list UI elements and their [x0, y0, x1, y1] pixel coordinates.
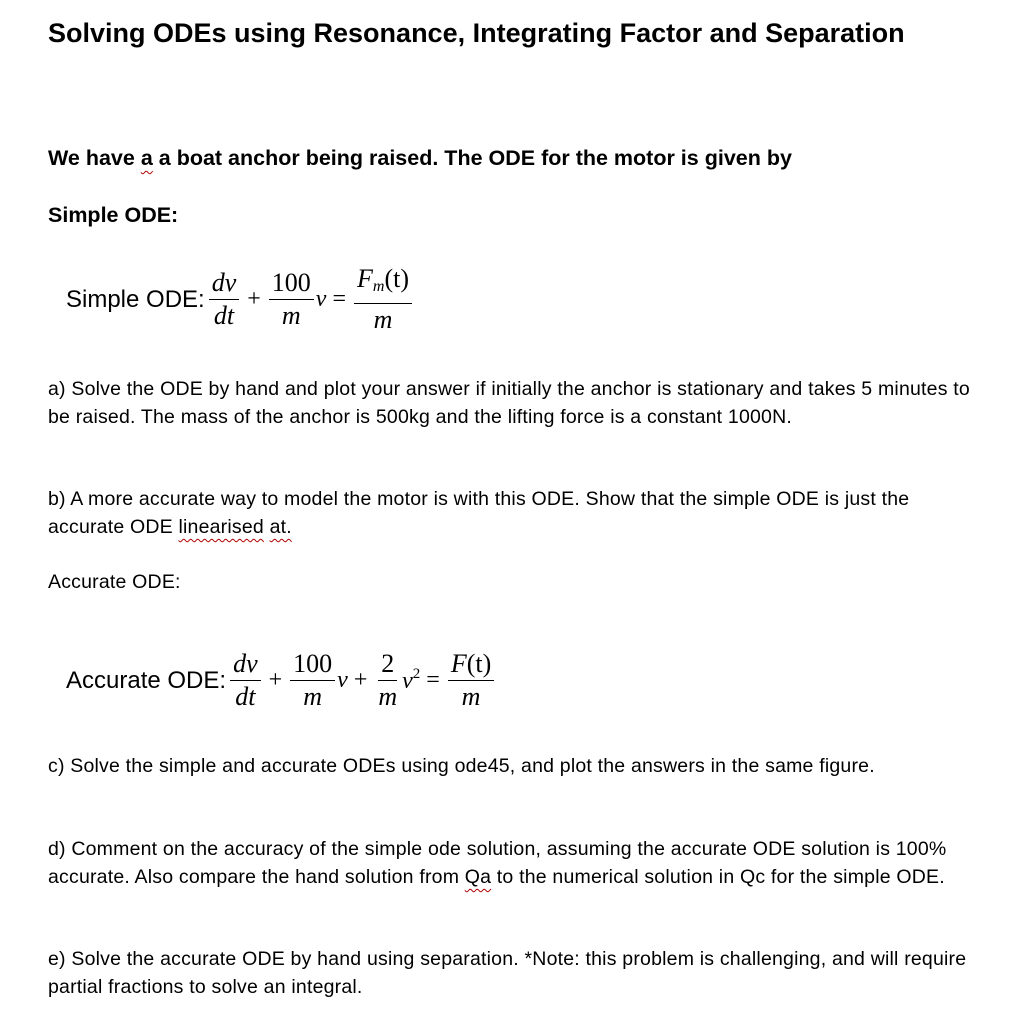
- intro-typo: a: [140, 146, 153, 170]
- part-b-body: b) A more accurate way to model the motor is with this ODE. Show that the simple ODE is just the accurate ODE: [48, 488, 910, 538]
- dt-denominator: dt: [235, 682, 256, 711]
- plus-operator-2: +: [353, 667, 368, 693]
- quadratic-coefficient-numerator: 2: [378, 650, 397, 681]
- force-argument: (t): [466, 649, 492, 678]
- part-d-text: [48, 835, 983, 891]
- force-symbol: F: [357, 264, 373, 293]
- dv-numerator: dv: [209, 269, 240, 300]
- coefficient-denominator: m: [281, 301, 301, 330]
- simple-ode-label: Simple ODE:: [66, 285, 205, 313]
- equals-operator: =: [332, 286, 346, 312]
- part-e-text: e) Solve the accurate ODE by hand using separation. *Note: this problem is challenging, and will require partial fractions to solve an integral.: [48, 948, 967, 998]
- coefficient-fraction: [269, 269, 314, 330]
- force-numerator: [448, 650, 494, 681]
- intro-after: a boat anchor being raised. The ODE for the motor is given by: [152, 146, 792, 170]
- plus-operator: +: [268, 667, 283, 693]
- part-a-text: a) Solve the ODE by hand and plot your answer if initially the anchor is stationary and takes 5 minutes to be raised. The mass of the anchor is 500kg and the lifting force is a constant 1000N.: [48, 378, 970, 428]
- velocity-variable: v: [315, 286, 327, 312]
- force-fraction: [448, 650, 494, 711]
- dv-dt-fraction: [209, 269, 240, 330]
- force-numerator: [354, 265, 412, 304]
- dv-dt-fraction: [230, 650, 261, 711]
- part-d-squiggle: Qa: [464, 866, 492, 888]
- page-title: Solving ODEs using Resonance, Integrating Factor and Separation: [48, 18, 905, 48]
- velocity-squared-exponent: 2: [412, 666, 421, 682]
- quadratic-coefficient-denominator: m: [378, 682, 398, 711]
- part-c-text: c) Solve the simple and accurate ODEs using ode45, and plot the answers in the same figure.: [48, 755, 875, 777]
- force-argument: (t): [384, 264, 409, 293]
- force-denominator: m: [373, 305, 393, 334]
- force-symbol: F: [450, 649, 467, 678]
- velocity-squared: [402, 666, 420, 695]
- velocity-variable: v: [337, 667, 348, 693]
- dv-numerator: dv: [230, 650, 261, 681]
- accurate-ode-label: Accurate ODE:: [66, 666, 227, 694]
- dt-denominator: dt: [213, 301, 235, 330]
- velocity-squared-base: v: [402, 668, 413, 694]
- linear-coefficient-fraction: [290, 650, 335, 711]
- force-denominator: m: [461, 682, 481, 711]
- quadratic-coefficient-fraction: [375, 650, 400, 711]
- part-b-text: [48, 485, 983, 541]
- intro-before: We have: [48, 146, 141, 170]
- accurate-ode-equation: [66, 650, 496, 711]
- part-b-squiggle-1: linearised: [178, 516, 264, 538]
- simple-ode-equation: [66, 265, 414, 334]
- simple-ode-heading: Simple ODE:: [48, 203, 179, 227]
- equals-operator: =: [426, 667, 440, 693]
- linear-coefficient-numerator: 100: [290, 650, 335, 681]
- plus-operator: +: [247, 286, 261, 312]
- coefficient-numerator: 100: [269, 269, 314, 300]
- force-fraction: [354, 265, 412, 334]
- linear-coefficient-denominator: m: [303, 682, 323, 711]
- intro-text: [48, 146, 792, 171]
- part-d-body-1: d) Comment on the accuracy of the simple ode solution, assuming the accurate ODE solution is 100% accurate. Also compare the hand solution from: [48, 838, 947, 888]
- force-subscript: m: [372, 278, 385, 295]
- accurate-ode-heading: Accurate ODE:: [48, 571, 181, 593]
- part-b-squiggle-2: at.: [269, 516, 292, 538]
- part-d-body-2: to the numerical solution in Qc for the simple ODE.: [491, 866, 945, 888]
